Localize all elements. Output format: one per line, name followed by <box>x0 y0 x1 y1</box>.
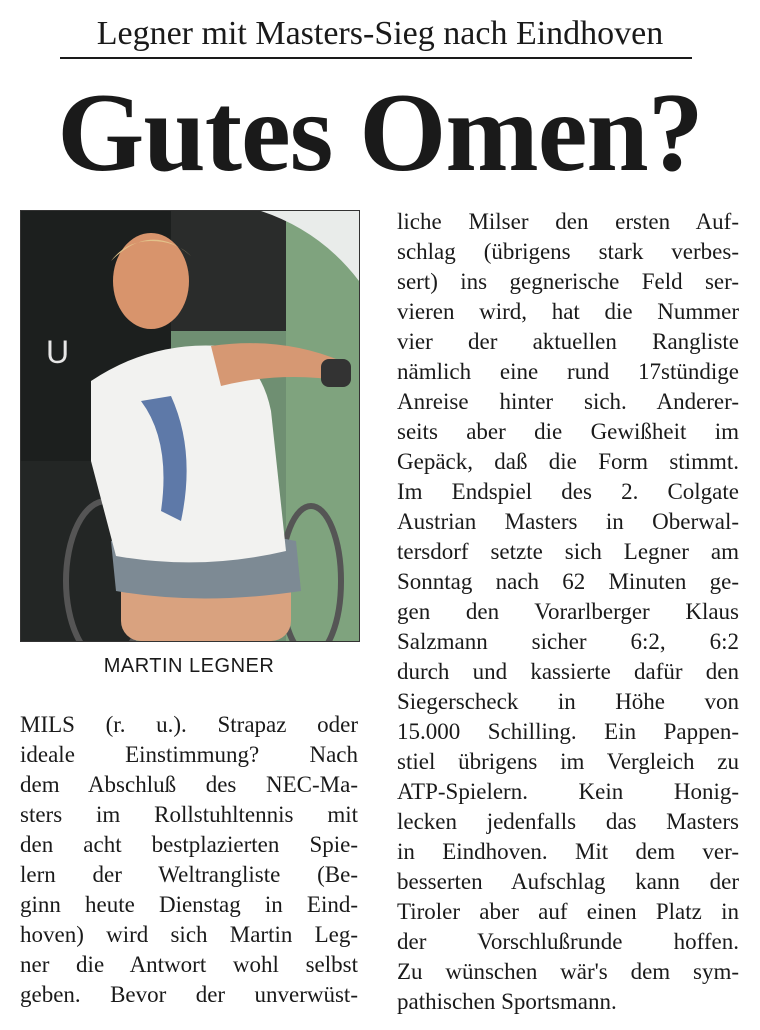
text-line: Sonntag nach 62 Minuten ge- <box>397 569 739 594</box>
text-line: 15.000 Schilling. Ein Pappen- <box>397 719 739 744</box>
kicker-underline <box>60 57 692 59</box>
text-line: ATP-Spielern. Kein Honig- <box>397 779 739 804</box>
text-line: Salzmann sicher 6:2, 6:2 <box>397 629 739 654</box>
text-line: Siegerscheck in Höhe von <box>397 689 739 714</box>
text-line: Im Endspiel des 2. Colgate <box>397 479 739 504</box>
kicker-headline: Legner mit Masters-Sieg nach Eindhoven <box>96 15 664 52</box>
text-line: der Vorschlußrunde hoffen. <box>397 929 739 954</box>
article-photo <box>20 210 360 642</box>
article-column-right <box>397 207 739 1017</box>
text-line: in Eindhoven. Mit dem ver- <box>397 839 739 864</box>
text-line: lecken jedenfalls das Masters <box>397 809 739 834</box>
text-line: nämlich eine rund 17stündige <box>397 359 739 384</box>
article-column-left <box>20 710 358 1010</box>
text-line: ginn heute Dienstag in Eind- <box>20 892 358 917</box>
text-line: schlag (übrigens stark verbes- <box>397 239 739 264</box>
text-line: den acht bestplazierten Spie- <box>20 832 358 857</box>
text-line: durch und kassierte dafür den <box>397 659 739 684</box>
text-line: Tiroler aber auf einen Platz in <box>397 899 739 924</box>
text-line: Zu wünschen wär's dem sym- <box>397 959 739 984</box>
text-line: liche Milser den ersten Auf- <box>397 209 739 234</box>
text-line: pathischen Sportsmann. <box>397 989 617 1014</box>
text-line: geben. Bevor der unverwüst- <box>20 982 358 1007</box>
text-line: Gepäck, daß die Form stimmt. <box>397 449 739 474</box>
text-line: ideale Einstimmung? Nach <box>20 742 358 767</box>
text-line: vieren wird, hat die Nummer <box>397 299 739 324</box>
text-line: lern der Weltrangliste (Be- <box>20 862 358 887</box>
text-line: MILS (r. u.). Strapaz oder <box>20 712 358 737</box>
text-line: sert) ins gegnerische Feld ser- <box>397 269 739 294</box>
text-line: gen den Vorarlberger Klaus <box>397 599 739 624</box>
photo-caption: MARTIN LEGNER <box>103 655 275 677</box>
text-line: besserten Aufschlag kann der <box>397 869 739 894</box>
text-line: ner die Antwort wohl selbst <box>20 952 358 977</box>
text-line: Anreise hinter sich. Anderer- <box>397 389 739 414</box>
main-headline: Gutes Omen? <box>57 71 703 195</box>
text-line: tersdorf setzte sich Legner am <box>397 539 739 564</box>
backdrop-letter: U <box>46 334 70 370</box>
text-line: seits aber die Gewißheit im <box>397 419 739 444</box>
text-line: Austrian Masters in Oberwal- <box>397 509 739 534</box>
text-line: dem Abschluß des NEC-Ma- <box>20 772 358 797</box>
text-line: stiel übrigens im Vergleich zu <box>397 749 739 774</box>
text-line: sters im Rollstuhltennis mit <box>20 802 358 827</box>
text-line: hoven) wird sich Martin Leg- <box>20 922 358 947</box>
text-line: vier der aktuellen Rangliste <box>397 329 739 354</box>
